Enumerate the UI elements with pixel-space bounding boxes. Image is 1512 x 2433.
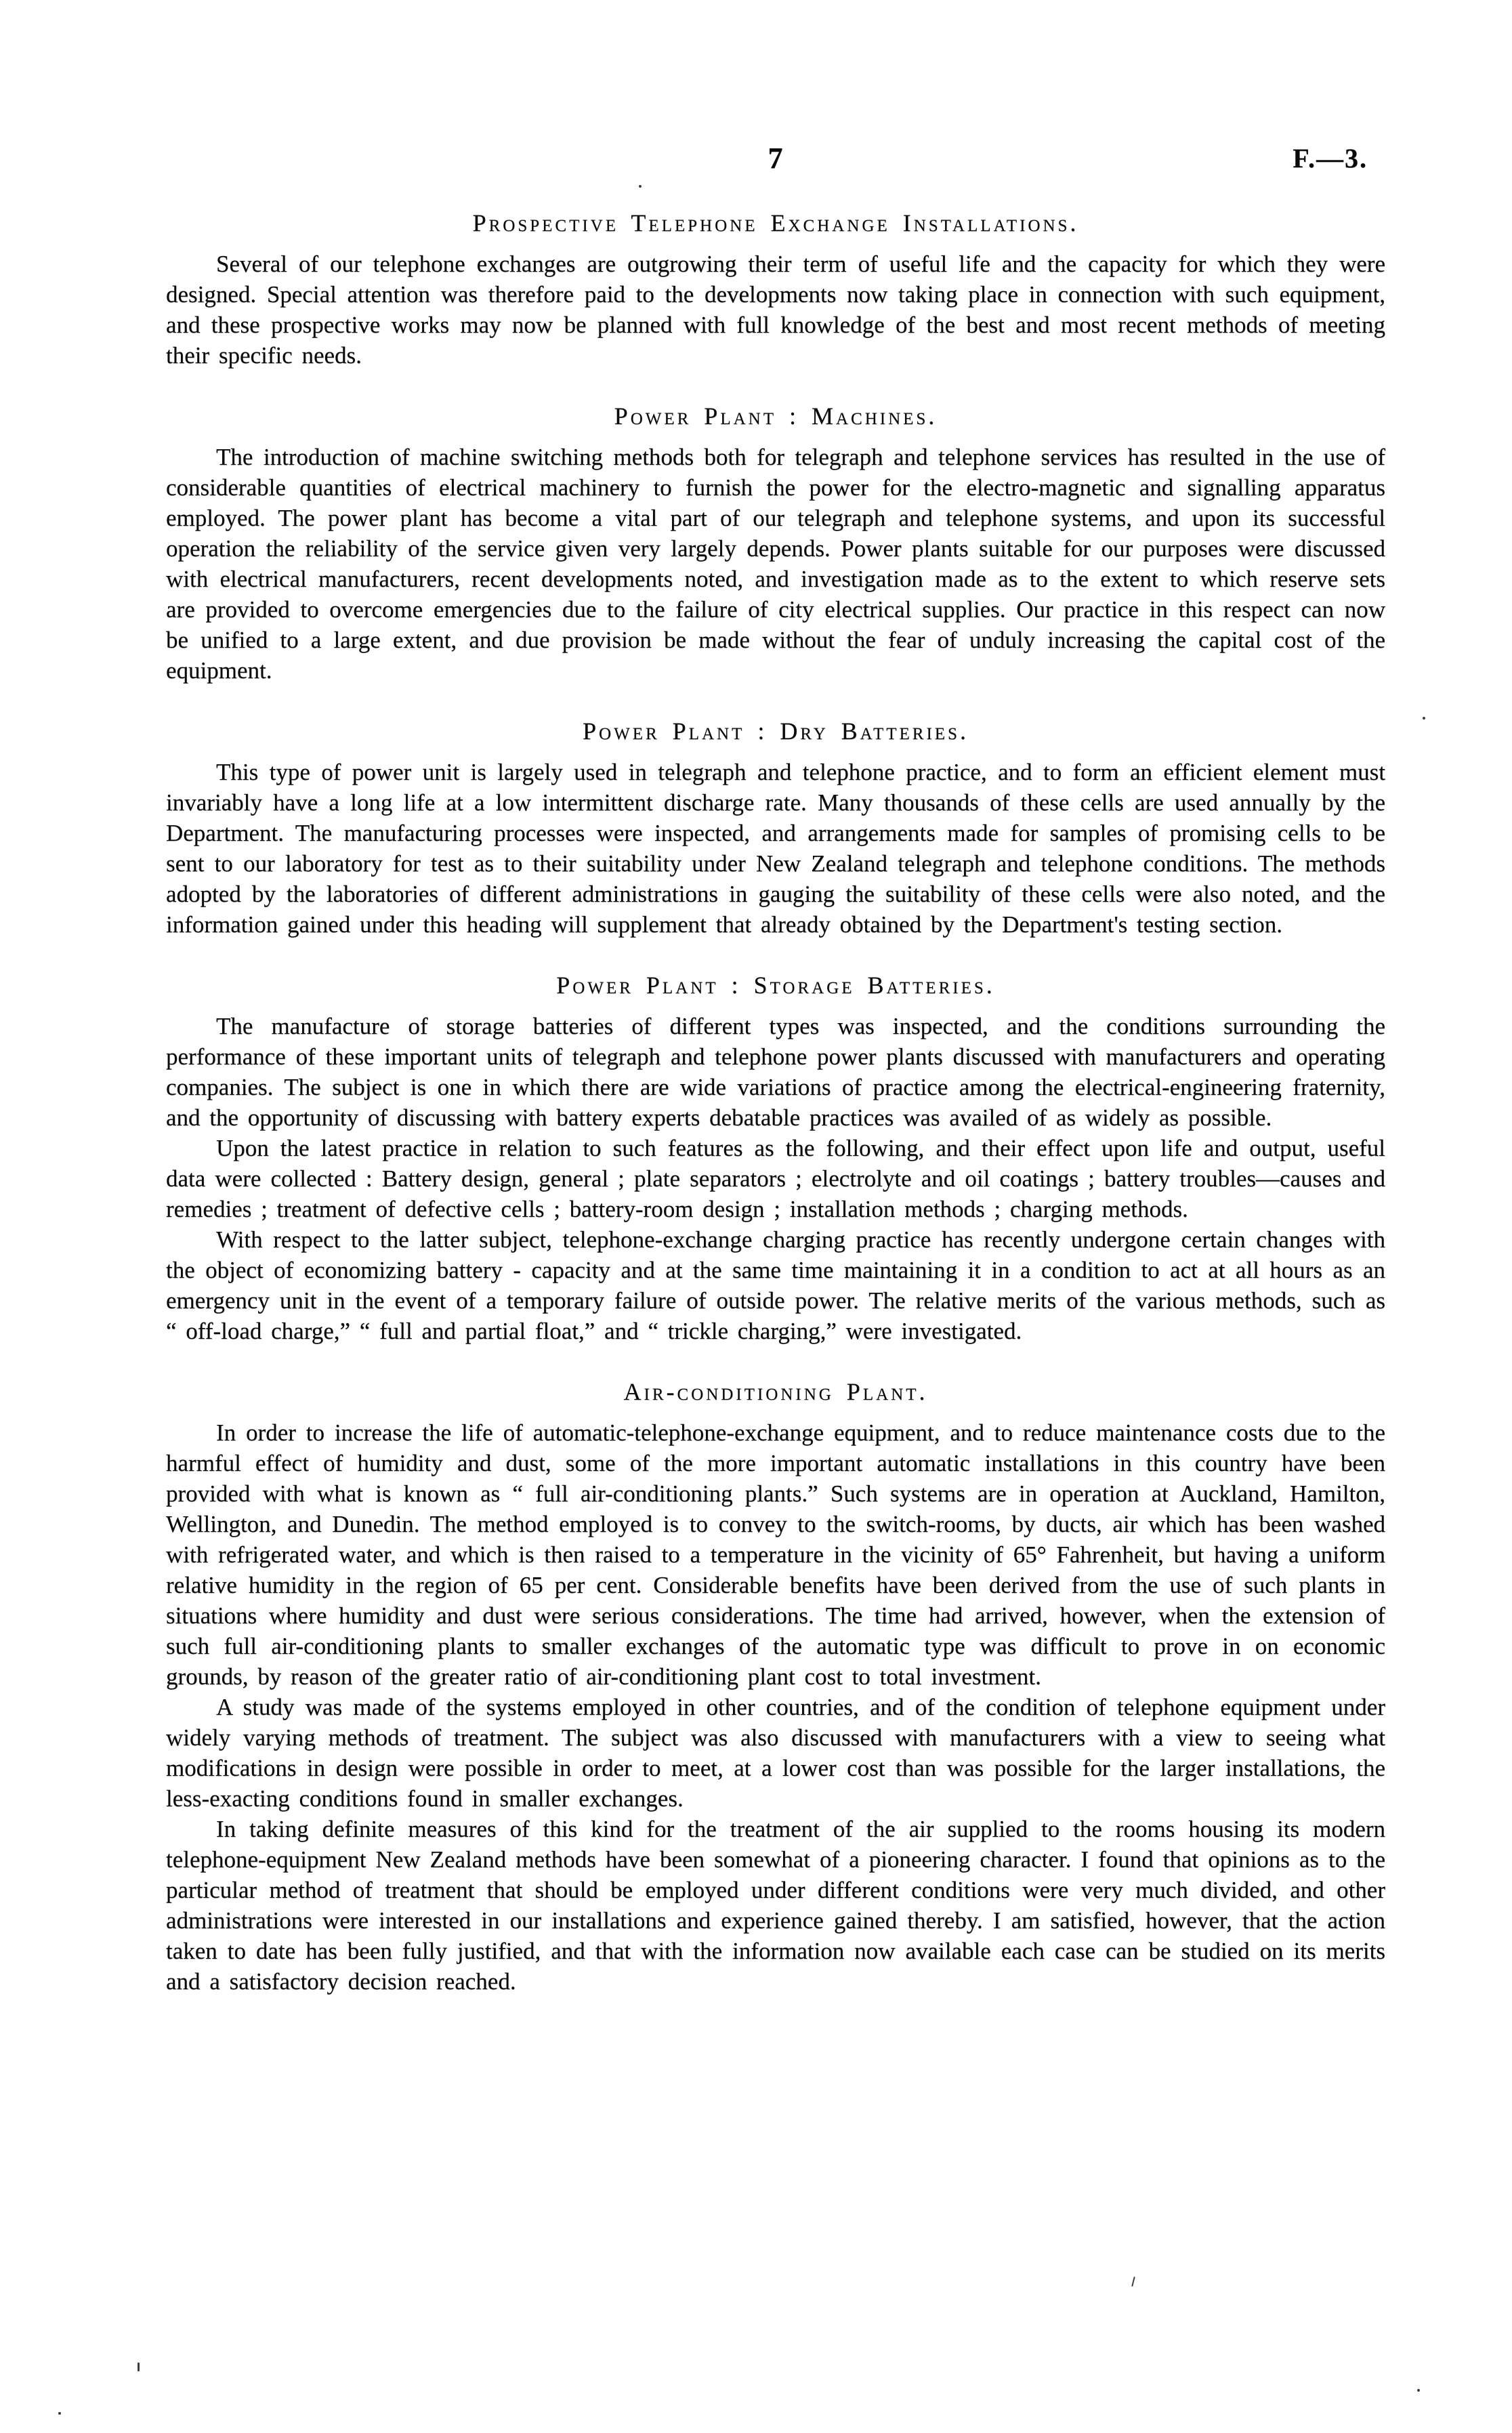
section-heading: Power Plant : Dry Batteries. [583,718,969,745]
scan-artifact [58,2412,61,2415]
section-power-plant-machines [166,402,1385,686]
section-heading: Prospective Telephone Exchange Installations. [472,209,1079,236]
section-heading: Power Plant : Storage Batteries. [556,972,995,999]
section-heading: Air-conditioning Plant. [623,1378,928,1405]
page-number: 7 [768,142,784,175]
body-paragraph: The manufacture of storage batteries of different types was inspected, and the conditions surrounding the performance of these important units of telegraph and telephone power plants discussed with manufacturers and operating companies. The subject is one in which there are wide variations of practice among the electrical-engineering fraternity, and the opportunity of discussing with battery experts debatable practices was availed of as widely as possible. [166,1013,1385,1131]
body-paragraph: A study was made of the systems employed in other countries, and of the condition of telephone equipment under widely varying methods of treatment. The subject was also discussed with manufacturers with a view to seeing what modifications in design were possible in order to meet, at a lower cost than was possible for the larger installations, the less-exacting conditions found in smaller exchanges. [166,1694,1385,1812]
section-air-conditioning-plant [166,1377,1385,1997]
scan-artifact [639,185,642,188]
body-paragraph: The introduction of machine switching methods both for telegraph and telephone services has resulted in the use of considerable quantities of electrical machinery to furnish the power for the electro-magnetic and signalling apparatus employed. The power plant has become a vital part of our telegraph and telephone systems, and upon its successful operation the reliability of the service given very largely depends. Power plants suitable for our purposes were discussed with electrical manufacturers, recent developments noted, and investigation made as to the extent to which reserve sets are provided to overcome emergencies due to the failure of city electrical supplies. Our practice in this respect can now be unified to a large extent, and due provision be made without the fear of unduly increasing the capital cost of the equipment. [166,444,1385,684]
paper-reference: F.—3. [1293,143,1368,173]
body-paragraph: In taking definite measures of this kind for the treatment of the air supplied to the rooms housing its modern telephone-equipment New Zealand methods have been somewhat of a pioneering character. I found that opinions as to the particular method of treatment that should be employed under different conditions were very much divided, and other administrations were interested in our installations and experience gained thereby. I am satisfied, however, that the action taken to date has been fully justified, and that with the information now available each case can be studied on its merits and a satisfactory decision reached. [166,1816,1385,1995]
section-power-plant-storage-batteries [166,971,1385,1346]
section-heading: Power Plant : Machines. [614,402,938,430]
page-header [166,141,1385,178]
section-prospective-installations [166,209,1385,371]
body-paragraph: With respect to the latter subject, telephone-exchange charging practice has recently undergone certain changes with the object of economizing battery - capacity and at the same time maintaining it in a condition to act at all hours as an emergency unit in the event of a temporary failure of outside power. The relative merits of the various methods, such as “ off-load charge,” “ full and partial float,” and “ trickle charging,” were investigated. [166,1226,1385,1344]
scan-artifact [138,2363,140,2371]
section-power-plant-dry-batteries [166,717,1385,940]
scan-artifact [1423,717,1425,720]
scan-artifact [1131,2276,1135,2287]
body-paragraph: In order to increase the life of automatic-telephone-exchange equipment, and to reduce maintenance costs due to the harmful effect of humidity and dust, some of the more important automatic installations in this country have been provided with what is known as “ full air-conditioning plants.” Such systems are in operation at Auckland, Hamilton, Wellington, and Dunedin. The method employed is to convey to the switch-rooms, by ducts, air which has been washed with refrigerated water, and which is then raised to a temperature in the vicinity of 65° Fahrenheit, but having a uniform relative humidity in the region of 65 per cent. Considerable benefits have been derived from the use of such plants in situations where humidity and dust were serious considerations. The time had arrived, however, when the extension of such full air-conditioning plants to smaller exchanges of the automatic type was difficult to prove in on economic grounds, by reason of the greater ratio of air-conditioning plant cost to total investment. [166,1419,1385,1690]
body-paragraph: Upon the latest practice in relation to such features as the following, and their effect upon life and output, useful data were collected : Battery design, general ; plate separators ; electrolyte and oil coatings ; battery troubles—causes and remedies ; treatment of defective cells ; battery-room design ; installation methods ; charging methods. [166,1135,1385,1222]
text-column [166,141,1385,1997]
body-paragraph: Several of our telephone exchanges are outgrowing their term of useful life and the capacity for which they were designed. Special attention was therefore paid to the developments now taking place in connection with such equipment, and these prospective works may now be planned with full knowledge of the best and most recent methods of meeting their specific needs. [166,251,1385,369]
body-paragraph: This type of power unit is largely used in telegraph and telephone practice, and to form an efficient element must invariably have a long life at a low intermittent discharge rate. Many thousands of these cells are used annually by the Department. The manufacturing processes were inspected, and arrangements made for samples of promising cells to be sent to our laboratory for test as to their suitability under New Zealand telegraph and telephone conditions. The methods adopted by the laboratories of different administrations in gauging the suitability of these cells were also noted, and the information gained under this heading will supplement that already obtained by the Department's testing section. [166,759,1385,938]
scan-artifact [1417,2389,1420,2392]
